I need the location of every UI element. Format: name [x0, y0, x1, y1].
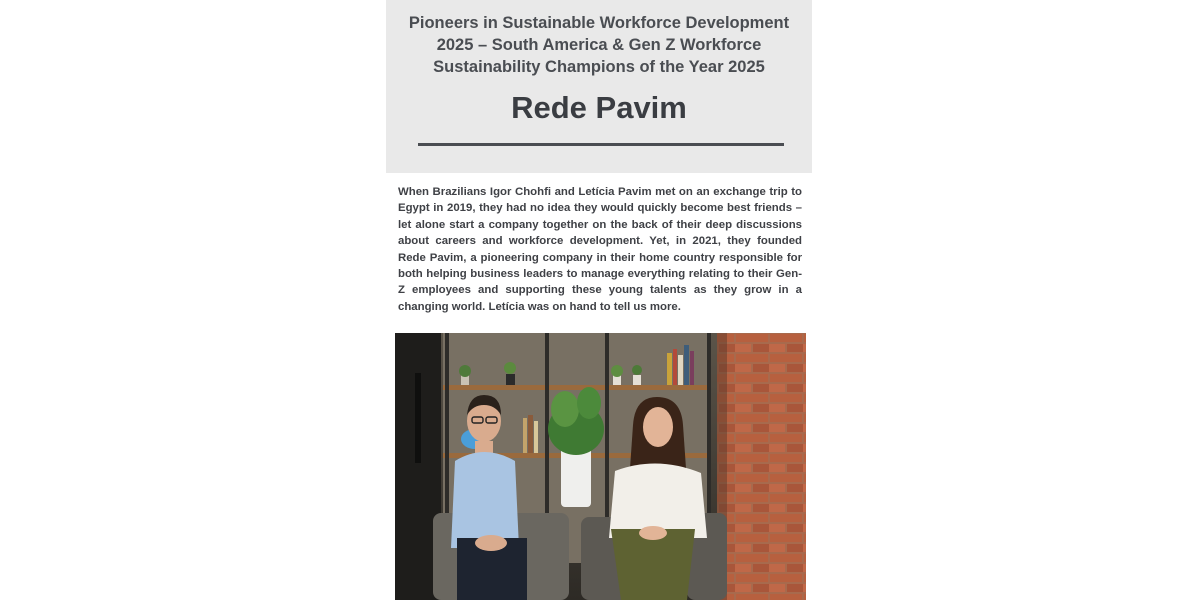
intro-paragraph: When Brazilians Igor Chohfi and Letícia Pavim met on an exchange trip to Egypt in 2019, they had no idea they would quickly become best friends – let alone start a company together on the back of their deep discussions about careers and workforce development. Yet, in 2021, they founded Rede Pavim, a pioneering company in their home country responsible for both helping business leaders to manage everything relating to their Gen-Z employees and supporting these young talents as they grow in a changing world. Letícia was on hand to tell us more.: [398, 186, 802, 313]
award-header: [386, 0, 812, 173]
company-name: Rede Pavim: [511, 90, 687, 125]
award-title: Pioneers in Sustainable Workforce Development 2025 – South America & Gen Z Workforce Sustainability Champions of the Year 2025: [408, 14, 790, 76]
founders-photo: [395, 333, 806, 600]
article-page: [386, 0, 812, 600]
header-divider: [418, 143, 784, 146]
